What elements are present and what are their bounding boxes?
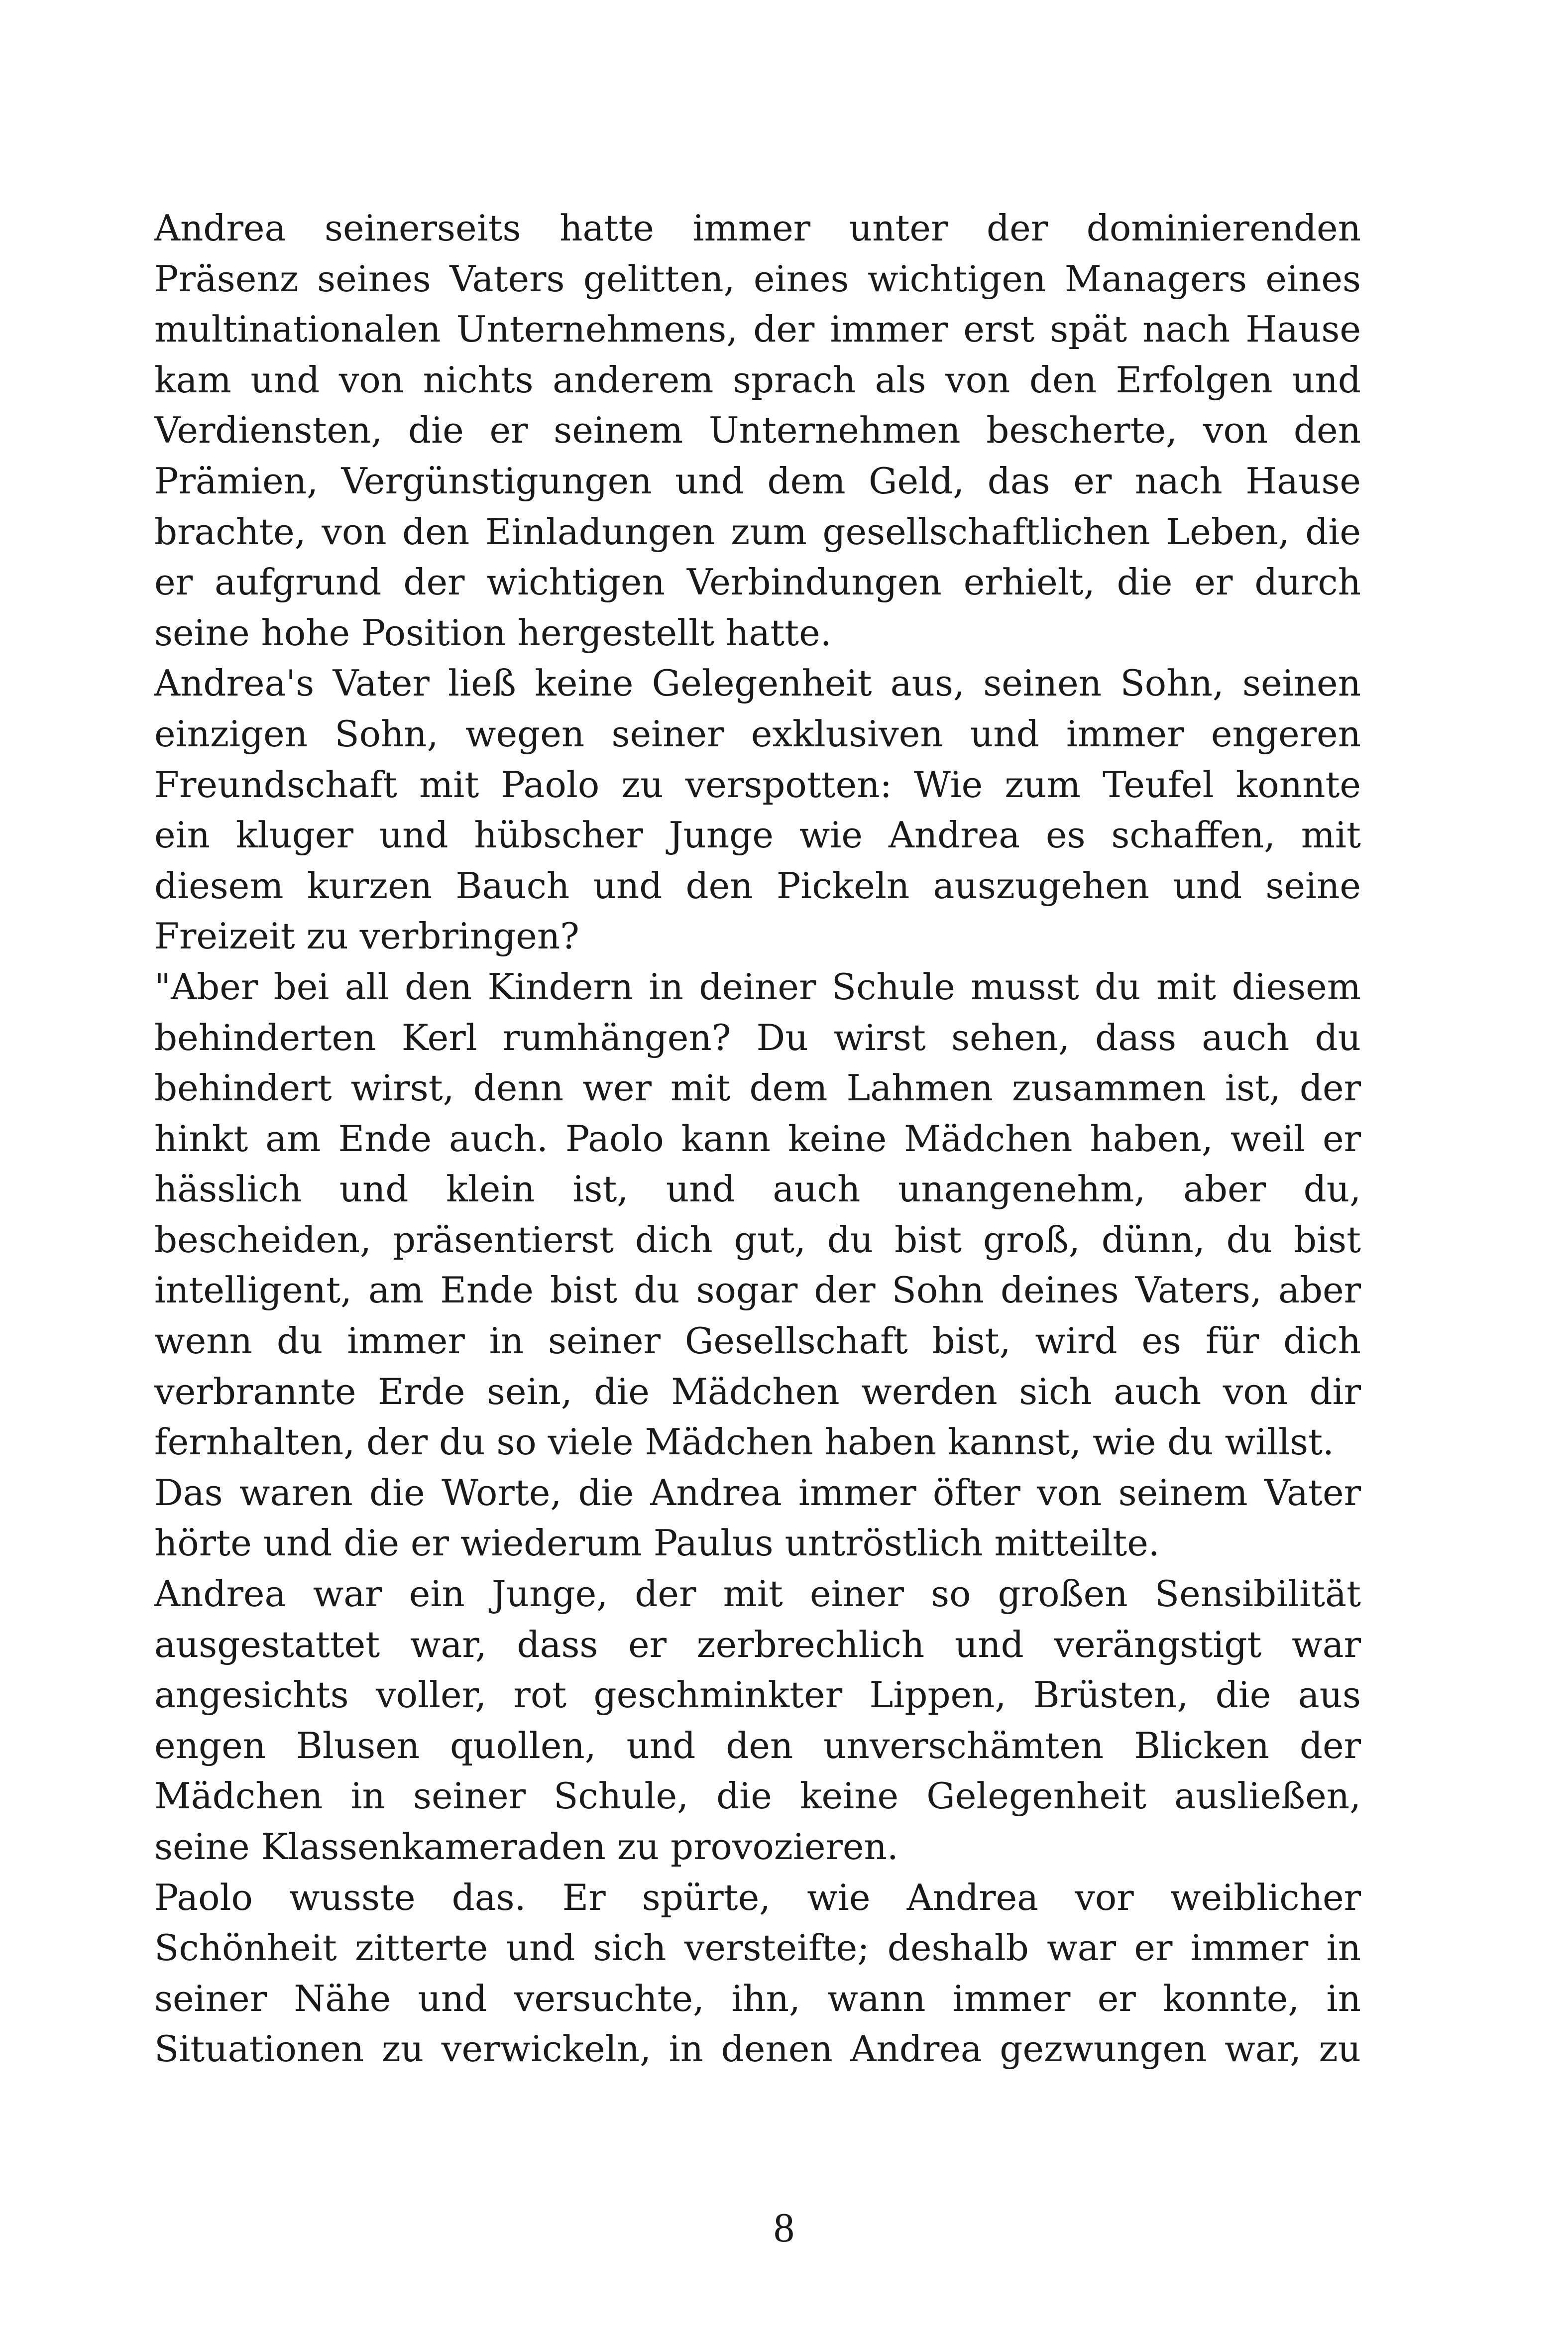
text-line: wenn du immer in seiner Gesellschaft bist, wird es für dich [154, 1320, 1361, 1362]
paragraph [154, 962, 1361, 1468]
paragraph [154, 1873, 1361, 2075]
text-line: "Aber bei all den Kindern in deiner Schule musst du mit diesem [154, 965, 1361, 1008]
text-line: behinderten Kerl rumhängen? Du wirst sehen, dass auch du [154, 1016, 1361, 1058]
text-line: hinkt am Ende auch. Paolo kann keine Mädchen haben, weil er [154, 1117, 1361, 1160]
text-line: einzigen Sohn, wegen seiner exklusiven und immer engeren [154, 712, 1361, 755]
text-line: Andrea seinerseits hatte immer unter der dominierenden [154, 207, 1361, 249]
text-line: diesem kurzen Bauch und den Pickeln auszugehen und seine [154, 864, 1361, 907]
text-line: ausgestattet war, dass er zerbrechlich und verängstigt war [154, 1623, 1361, 1665]
text-line: ein kluger und hübscher Junge wie Andrea es schaffen, mit [154, 814, 1361, 856]
text-line: brachte, von den Einladungen zum gesellschaftlichen Leben, die [154, 510, 1361, 553]
paragraph [154, 1468, 1361, 1569]
text-line: Freizeit zu verbringen? [154, 915, 579, 957]
text-line: Präsenz seines Vaters gelitten, eines wichtigen Managers eines [154, 257, 1361, 300]
text-line: Andrea war ein Junge, der mit einer so großen Sensibilität [154, 1573, 1361, 1615]
text-line: fernhalten, der du so viele Mädchen haben kannst, wie du willst. [154, 1421, 1334, 1463]
text-line: seine hohe Position hergestellt hatte. [154, 611, 832, 654]
text-line: angesichts voller, rot geschminkter Lippen, Brüsten, die aus [154, 1674, 1361, 1716]
text-line: kam und von nichts anderem sprach als von den Erfolgen und [154, 358, 1361, 401]
paragraph [154, 203, 1361, 658]
paragraph [154, 658, 1361, 962]
text-line: seiner Nähe und versuchte, ihn, wann immer er konnte, in [154, 1977, 1361, 2019]
text-line: Schönheit zitterte und sich versteifte; deshalb war er immer in [154, 1927, 1361, 1969]
text-line: hörte und die er wiederum Paulus untröstlich mitteilte. [154, 1522, 1160, 1564]
text-line: multinationalen Unternehmens, der immer erst spät nach Hause [154, 308, 1361, 351]
text-line: Freundschaft mit Paolo zu verspotten: Wie zum Teufel konnte [154, 763, 1361, 806]
text-line: Andrea's Vater ließ keine Gelegenheit aus, seinen Sohn, seinen [154, 662, 1361, 705]
text-line: Verdiensten, die er seinem Unternehmen bescherte, von den [154, 409, 1361, 452]
text-line: intelligent, am Ende bist du sogar der Sohn deines Vaters, aber [154, 1269, 1361, 1311]
text-line: bescheiden, präsentierst dich gut, du bist groß, dünn, du bist [154, 1218, 1361, 1261]
text-line: engen Blusen quollen, und den unverschämten Blicken der [154, 1724, 1361, 1766]
text-line: hässlich und klein ist, und auch unangenehm, aber du, [154, 1168, 1361, 1210]
paragraph [154, 1569, 1361, 1873]
text-line: Situationen zu verwickeln, in denen Andrea gezwungen war, zu [154, 2028, 1361, 2070]
text-line: er aufgrund der wichtigen Verbindungen erhielt, die er durch [154, 561, 1361, 603]
text-line: Prämien, Vergünstigungen und dem Geld, das er nach Hause [154, 460, 1361, 502]
text-line: verbrannte Erde sein, die Mädchen werden sich auch von dir [154, 1370, 1361, 1412]
text-line: Das waren die Worte, die Andrea immer öfter von seinem Vater [154, 1471, 1361, 1514]
page-number: 8 [774, 2205, 794, 2251]
body-text [154, 203, 1361, 2075]
text-line: seine Klassenkameraden zu provozieren. [154, 1826, 898, 1868]
text-line: Paolo wusste das. Er spürte, wie Andrea vor weiblicher [154, 1876, 1361, 1918]
text-line: Mädchen in seiner Schule, die keine Gelegenheit ausließen, [154, 1775, 1361, 1817]
text-line: behindert wirst, denn wer mit dem Lahmen zusammen ist, der [154, 1067, 1361, 1109]
